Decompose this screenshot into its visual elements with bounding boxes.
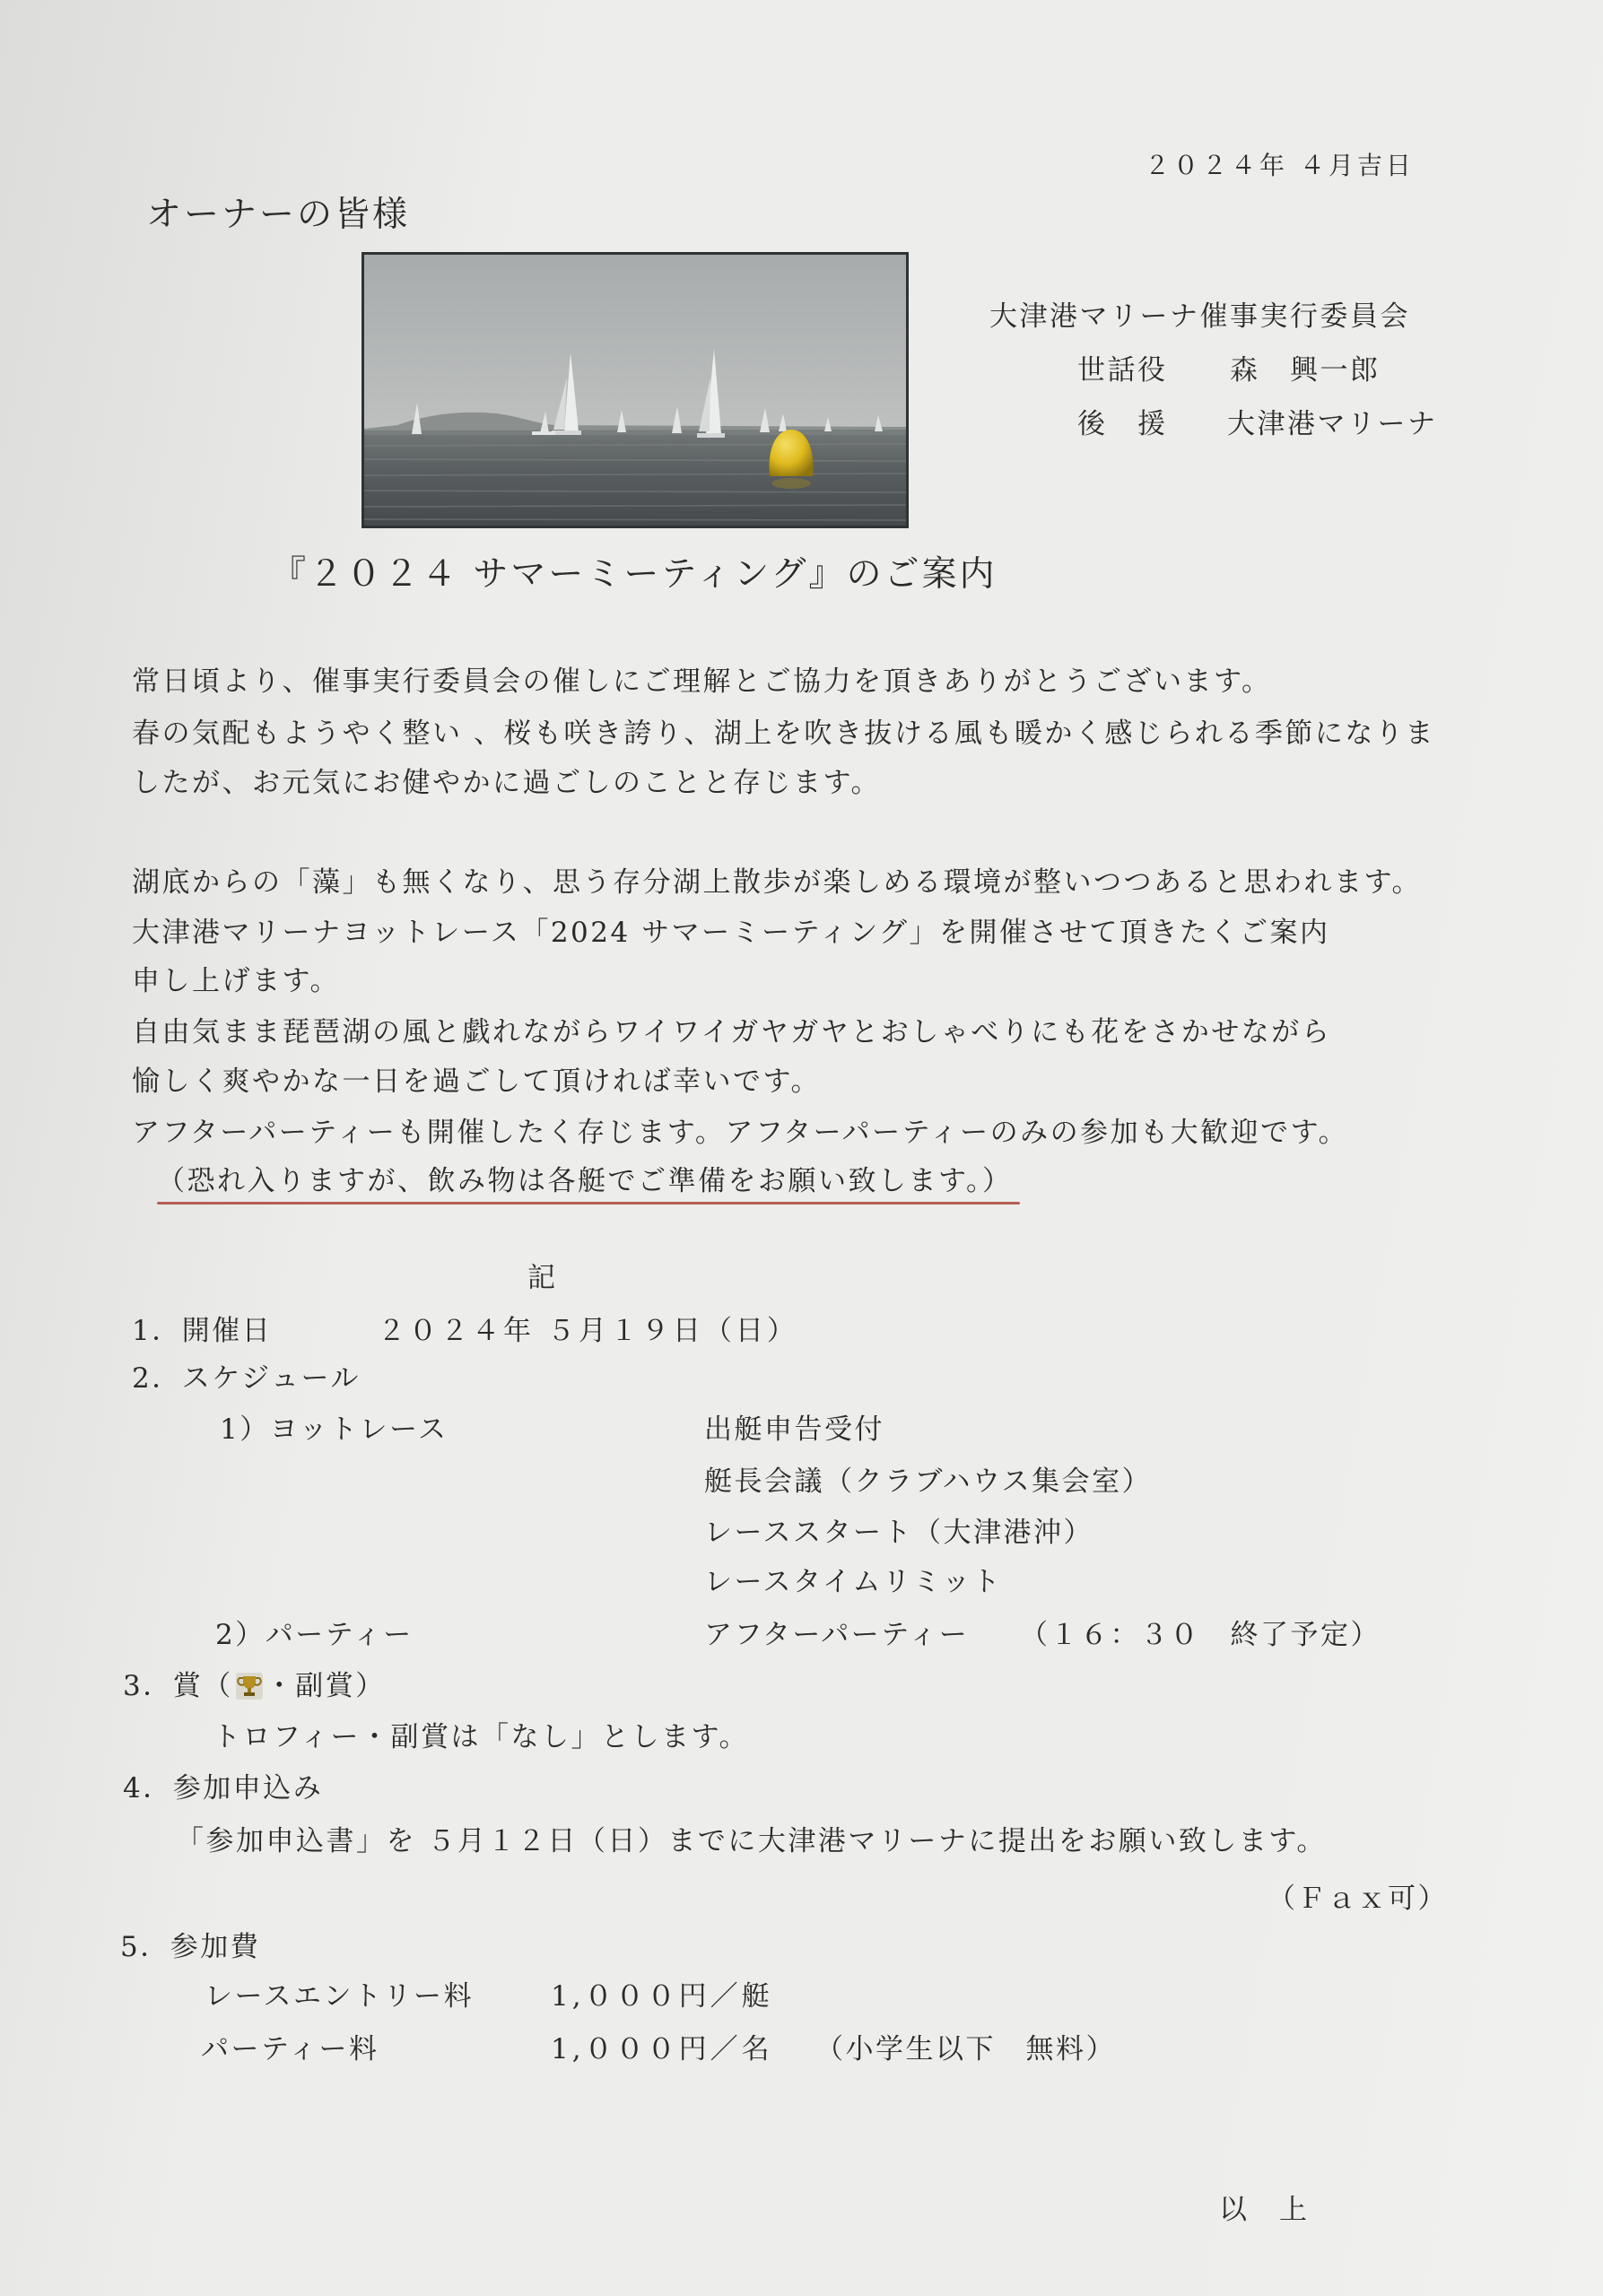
greeting-line: 常日頃より、催事実行委員会の催しにご理解とご協力を頂きありがとうございます。 — [132, 665, 1272, 698]
buoy-reflection — [771, 478, 811, 489]
fee-amount: 1,０００円／艇 — [551, 1980, 773, 2013]
party-label: 2）パーティー — [215, 1619, 414, 1651]
trophy-cup — [243, 1676, 256, 1689]
body-line: 自由気まま琵琶湖の風と戯れながらワイワイガヤガヤとおしゃべりにも花をさかせながら — [132, 1016, 1332, 1048]
photo-water — [364, 435, 906, 526]
greeting-line: したが、お元気にお健やかに過ごしのことと存じます。 — [132, 767, 882, 799]
prize-label-before: 3．賞（ — [123, 1670, 233, 1702]
item-prize-label — [123, 1668, 386, 1704]
fee-note: （小学生以下 無料） — [815, 2033, 1116, 2066]
schedule-event: 艇長会議（クラブハウス集会室） — [704, 1465, 1153, 1498]
party-event: アフターパーティー — [704, 1619, 970, 1651]
document-title: 『２０２４ サマーミーティング』のご案内 — [271, 554, 998, 595]
greeting-line: 春の気配もようやく整い 、桜も咲き誇り、湖上を吹き抜ける風も暖かく感じられる季節になりま — [132, 718, 1435, 750]
fee-name: パーティー料 — [201, 2033, 379, 2066]
prize-text: トロフィー・副賞は「なし」とします。 — [213, 1721, 750, 1753]
caretaker-label: 世話役 — [1077, 354, 1168, 387]
trophy-stem — [248, 1688, 251, 1692]
caretaker-name: 森 興一郎 — [1230, 354, 1381, 387]
body-line: 愉しく爽やかな一日を過ごして頂ければ幸いです。 — [132, 1065, 822, 1098]
sponsor-label: 後 援 — [1077, 408, 1168, 440]
addressee: オーナーの皆様 — [146, 195, 411, 235]
drinks-note: （恐れ入りますが、飲み物は各艇でご準備をお願い致します。） — [157, 1165, 1013, 1197]
event-photo — [362, 252, 909, 528]
party-end-time: （１６：３０ 終了予定） — [1020, 1619, 1381, 1651]
ripple — [364, 519, 906, 520]
body-line: アフターパーティーも開催したく存じます。アフターパーティーのみの参加も大歓迎です。 — [132, 1117, 1349, 1149]
fee-amount: 1,０００円／名 — [551, 2033, 773, 2066]
note-underline — [157, 1202, 1020, 1205]
issue-date: ２０２４年 ４月吉日 — [1145, 151, 1415, 180]
hull — [697, 433, 725, 438]
application-text: 「参加申込書」を ５月１２日（日）までに大津港マリーナに提出をお願い致します。 — [176, 1825, 1327, 1857]
fee-name: レースエントリー料 — [205, 1980, 474, 2013]
item-date-value: ２０２４年 ５月１９日（日） — [378, 1315, 798, 1347]
fax-note: （Ｆａｘ可） — [1268, 1883, 1448, 1915]
prize-label-after: ・副賞） — [265, 1670, 386, 1702]
ki-heading: 記 — [527, 1262, 558, 1294]
schedule-event: 出艇申告受付 — [704, 1413, 884, 1446]
trophy-icon — [235, 1672, 264, 1700]
sponsor-name: 大津港マリーナ — [1227, 408, 1438, 440]
item-application-label: 4．参加申込み — [123, 1772, 324, 1805]
closing-mark: 以 上 — [1219, 2194, 1310, 2226]
committee-name: 大津港マリーナ催事実行委員会 — [989, 300, 1410, 333]
body-line: 申し上げます。 — [132, 965, 341, 997]
item-schedule-label: 2．スケジュール — [132, 1362, 361, 1395]
race-label: 1）ヨットレース — [220, 1413, 449, 1446]
trophy-base — [244, 1692, 255, 1696]
body-line: 大津港マリーナヨットレース「2024 サマーミーティング」を開催させて頂きたくご案内 — [132, 917, 1330, 949]
body-line: 湖底からの「藻」も無くなり、思う存分湖上散歩が楽しめる環境が整いつつあると思われます。 — [132, 866, 1423, 899]
item-date-label: 1．開催日 — [132, 1315, 273, 1347]
item-fee-label: 5．参加費 — [120, 1931, 261, 1963]
hull — [532, 431, 555, 435]
schedule-event: レースタイムリミット — [704, 1566, 1003, 1598]
hull — [552, 430, 581, 435]
schedule-event: レーススタート（大津港沖） — [704, 1517, 1093, 1549]
